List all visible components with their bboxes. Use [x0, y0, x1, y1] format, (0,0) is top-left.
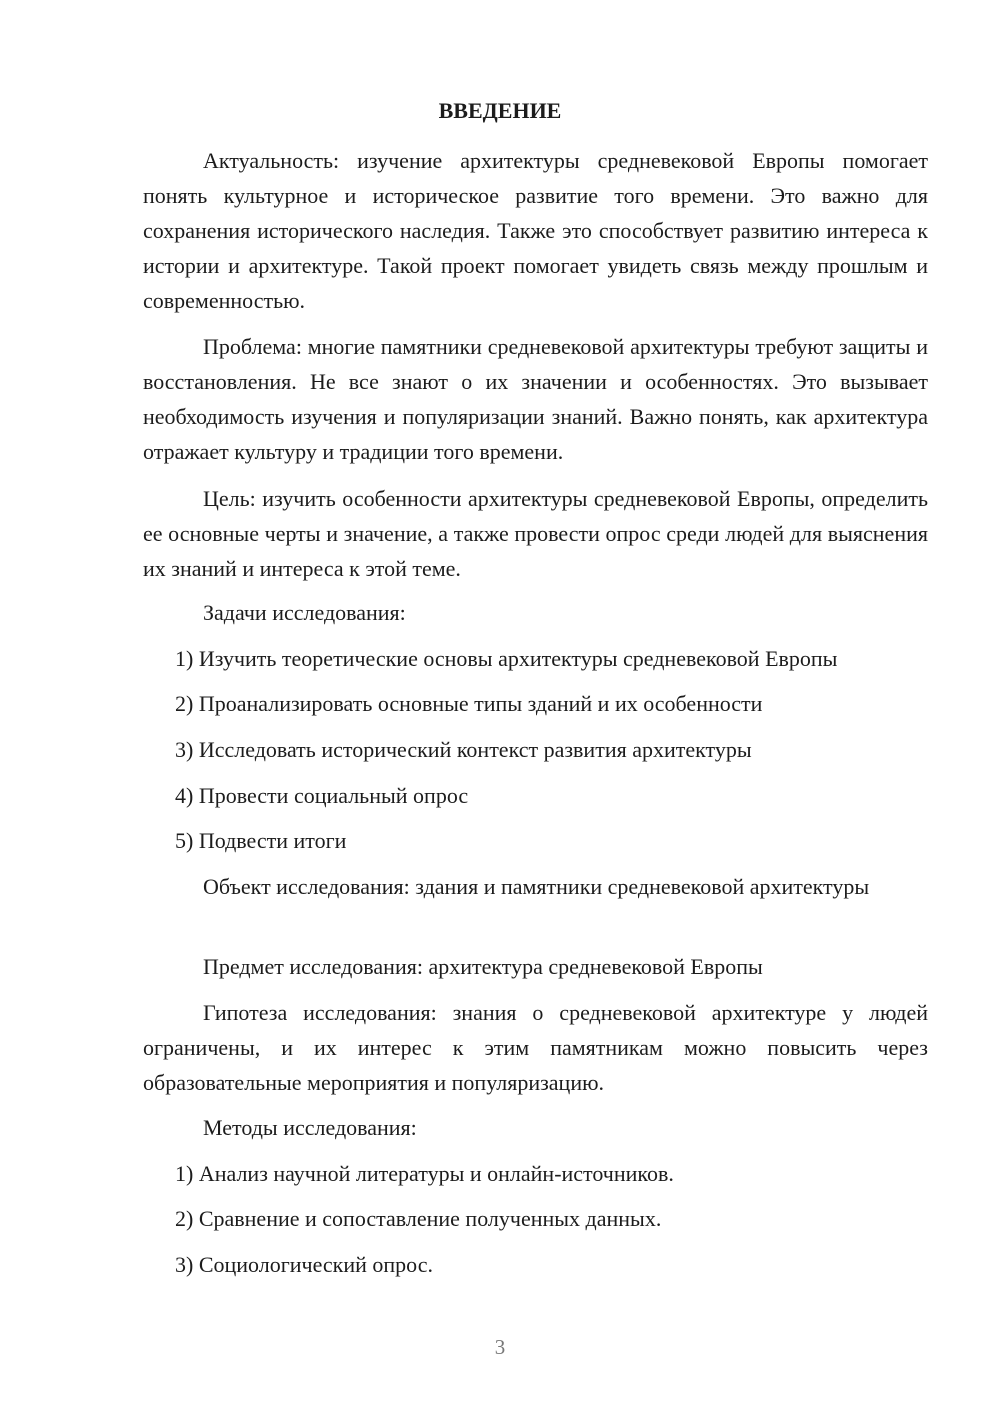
method-item-text: 3) Социологический опрос. [175, 1252, 433, 1277]
object-text: Объект исследования: здания и памятники средневековой архитектуры [203, 874, 870, 899]
subject-paragraph [203, 953, 963, 981]
method-item-text: 2) Сравнение и сопоставление полученных данных. [175, 1206, 662, 1231]
hypothesis-paragraph [143, 995, 928, 1100]
task-item [175, 782, 965, 810]
subject-text: Предмет исследования: архитектура средневековой Европы [203, 954, 763, 979]
method-item [175, 1251, 965, 1279]
object-paragraph [143, 869, 928, 904]
task-item-text: 3) Исследовать исторический контекст развития архитектуры [175, 737, 752, 762]
tasks-heading-text: Задачи исследования: [203, 600, 406, 625]
relevance-paragraph [143, 143, 928, 318]
goal-paragraph [143, 481, 928, 586]
task-item-text: 5) Подвести итоги [175, 828, 347, 853]
methods-heading-text: Методы исследования: [203, 1115, 417, 1140]
task-item-text: 2) Проанализировать основные типы зданий и их особенности [175, 691, 763, 716]
methods-heading [203, 1114, 963, 1142]
task-item [175, 645, 965, 673]
task-item-text: 4) Провести социальный опрос [175, 783, 469, 808]
page-number: 3 [494, 1335, 506, 1359]
section-title: ВВЕДЕНИЕ [438, 98, 562, 123]
task-item-text: 1) Изучить теоретические основы архитектуры средневековой Европы [175, 646, 838, 671]
problem-paragraph [143, 329, 928, 469]
task-item [175, 690, 965, 718]
method-item [175, 1160, 965, 1188]
method-item [175, 1205, 965, 1233]
problem-text: Проблема: многие памятники средневековой архитектуры требуют защиты и восстановления. Не все знают о их значении и особенностях. Это вызывает необходимость изучения и популяризации знаний. Важно понять, как архитектура отражает культуру и традиции того времени. [143, 334, 928, 464]
task-item [175, 736, 965, 764]
task-item [175, 827, 965, 855]
goal-text: Цель: изучить особенности архитектуры средневековой Европы, определить ее основные черты и значение, а также провести опрос среди людей для выяснения их знаний и интереса к этой теме. [143, 486, 928, 581]
method-item-text: 1) Анализ научной литературы и онлайн-источников. [175, 1161, 674, 1186]
relevance-text: Актуальность: изучение архитектуры средневековой Европы помогает понять культурное и историческое развитие того времени. Это важно для сохранения исторического наследия. Также это способствует развитию интереса к истории и архитектуре. Такой проект помогает увидеть связь между прошлым и современностью. [143, 148, 928, 313]
hypothesis-text: Гипотеза исследования: знания о средневековой архитектуре у людей ограничены, и их интерес к этим памятникам можно повысить через образовательные мероприятия и популяризацию. [143, 1000, 928, 1095]
tasks-heading [203, 599, 963, 627]
